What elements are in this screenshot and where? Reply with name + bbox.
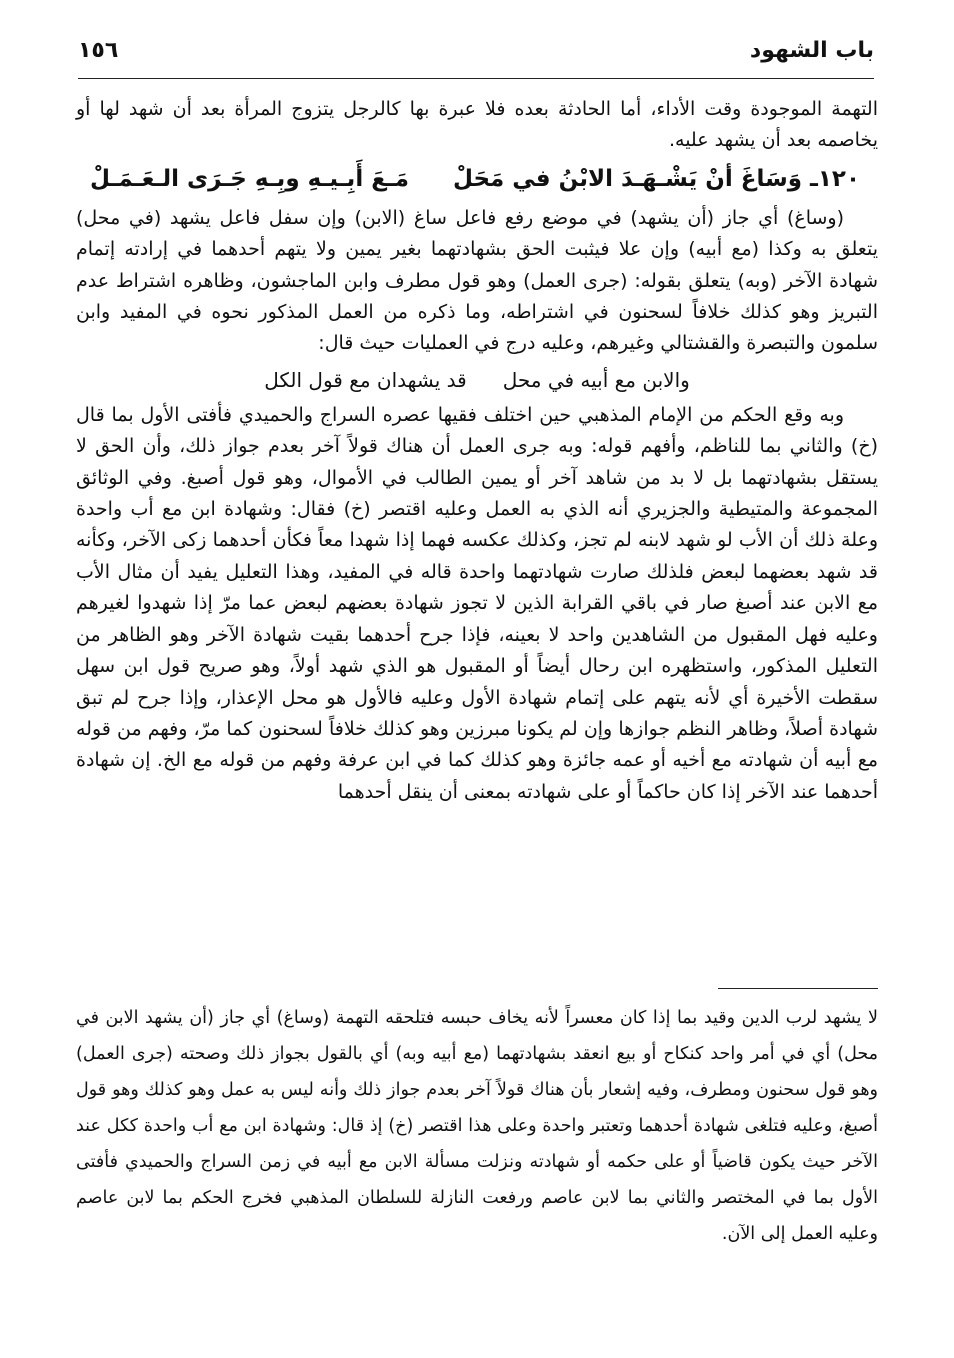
quoted-verse <box>76 360 878 400</box>
footnote <box>76 1000 878 1252</box>
main-text <box>76 94 878 808</box>
paragraph-1: التهمة الموجودة وقت الأداء، أما الحادثة بعده فلا عبرة بها كالرجل يتزوج المرأة بعد أن شهد لها أو يخاصمه بعد أن يشهد عليه. <box>76 98 878 152</box>
page-header <box>78 32 874 79</box>
quoted-verse-first: والابن مع أبيه في محل <box>502 367 690 392</box>
footnote-text: لا يشهد لرب الدين وقيد بما إذا كان معسراً لأنه يخاف حبسه فتلحقه التهمة (وساغ) أي جاز (أن يشهد الابن في محل) أي في أمر واحد كنكاح أو بيع انعقد بشهادتهما (مع أبيه وبه) أي بالقول بجواز ذلك وصحته (جرى العمل) وهو قول سحنون ومطرف، وفيه إشعار بأن هناك قولاً آخر بعدم جواز ذلك وأنه ليس به عمل وهو كذلك وهو قول أصبغ، وعليه فتلغى شهادة أحدهما وتعتبر واحدة وعلى هذا اقتصر (خ) إذ قال: وشهادة ابن مع أب واحدة ككل عند الآخر حيث يكون قاضياً أو على حكمه أو شهادته ونزلت مسألة الابن مع أبيه في زمن السراج والحميدي فأفتى الأول بما في المختصر والثاني بما لابن عاصم ورفعت النازلة للسلطان المذهبي فخرج الحكم بما لابن عاصم وعليه العمل إلى الآن. <box>76 1008 878 1244</box>
verse-first-hemistich: ١٢٠ـ وَسَاغَ أنْ يَشْـهَـدَ الابْنُ في مَحَلْ <box>452 165 860 192</box>
footnote-divider <box>718 988 878 989</box>
chapter-title: باب الشهود <box>749 38 874 63</box>
paragraph-3: وبه وقع الحكم من الإمام المذهبي حين اختلف فقيها عصره السراج والحميدي فأفتى الأول بما قال (خ) والثاني بما للناظم، وأفهم قوله: وبه جرى العمل أن هناك قولاً آخر بعدم جواز ذلك، وأن الحق لا يستقل بشهادتهما بل لا بد من شاهد آخر أو يمين الطالب في الأموال، وهو قول أصبغ. وفي الوثائق المجموعة والمتيطية والجزيري أنه الذي به العمل وعليه اقتصر (خ) فقال: وشهادة ابن مع أب واحدة وعلة ذلك أن الأب لو شهد لابنه لم تجز، وكذلك عكسه فهما إذا شهدا معاً فكأن أحدهما زكى الآخر، وكأنه قد شهد بعضهما لبعض فلذلك صارت شهادتهما واحدة قاله في المفيد، وهذا التعليل يفيد أن مثال الأب مع الابن عند أصبغ صار في باقي القرابة الذين لا تجوز شهادة بعضهم لبعض عما مرّ إذا شهدوا لغيرهم وعليه فهل المقبول من الشاهدين واحد لا بعينه، فإذا جرح أحدهما بقيت شهادة الآخر وهو الظاهر من التعليل المذكور، واستظهره ابن رحال أيضاً أو المقبول هو الذي شهد أولاً، وهو صريح قول ابن سهل سقطت الأخيرة أي لأنه يتهم على إتمام شهادة الأول وعليه فالأول هو محل الإعذار، وإذا جرح لم تبق شهادة أصلاً، وظاهر النظم جوازها وإن لم يكونا مبرزين وهو كذلك خلافاً لسحنون كما مرّ، وفهم من قوله مع أبيه أن شهادته مع أخيه أو عمه جائزة وهو كذلك كما في ابن عرفة وفهم من قوله مع الخ. إن شهادة أحدهما عند الآخر إذا كان حاكماً أو على شهادته بمعنى أن ينقل أحدهما <box>76 403 878 803</box>
page-number: ١٥٦ <box>78 38 119 63</box>
poem-verse <box>76 157 878 203</box>
paragraph-2: (وساغ) أي جاز (أن يشهد) في موضع رفع فاعل ساغ (الابن) وإن سفل فاعل يشهد (في محل) يتعلق به وكذا (مع أبيه) وإن علا فيثبت الحق بشهادتهما بغير يمين ولا يتهم أحدهما في إرادته إتمام شهادة الآخر (وبه) يتعلق بقوله: (جرى العمل) وهو قول مطرف وابن الماجشون، وظاهره اشتراط عدم التبريز وهو كذلك خلافاً لسحنون في اشتراطه، وما ذكره من العمل المذكور نحوه في المفيد وابن سلمون والتبصرة والقشتالي وغيرهم، وعليه درج في العمليات حيث قال: <box>76 206 878 355</box>
verse-second-hemistich: مَـعَ أَبِـيـهِ وبِـهِ جَـرَى الـعَـمَـلْ <box>90 165 410 192</box>
quoted-verse-second: قد يشهدان مع قول الكل <box>264 367 467 392</box>
